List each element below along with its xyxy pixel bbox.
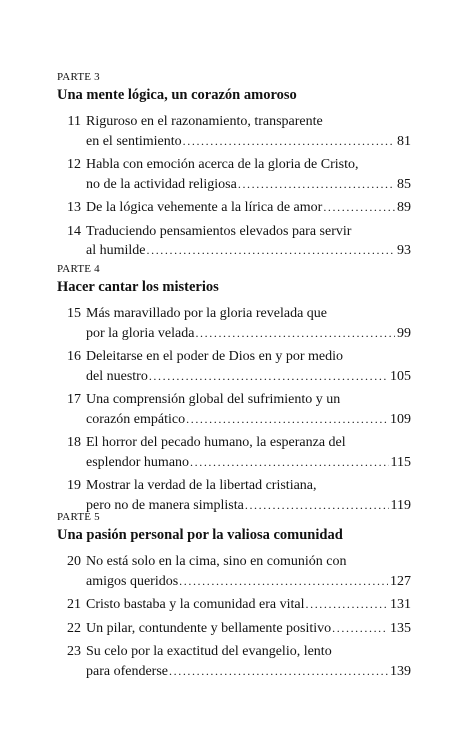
chapter-title-line: De la lógica vehemente a la lírica de amor	[86, 200, 323, 215]
toc-part-5	[57, 510, 411, 685]
chapter-title-line: por la gloria velada	[86, 325, 195, 341]
chapter-title-line: esplendor humano	[86, 454, 190, 470]
chapter-entry	[57, 390, 411, 429]
chapter-entry	[57, 433, 411, 472]
dot-leader	[195, 324, 395, 344]
chapter-title-line: para ofenderse	[86, 663, 169, 679]
chapter-list	[57, 552, 411, 681]
dot-leader	[190, 453, 388, 473]
chapter-title-line: Traduciendo pensamientos elevados para servir	[86, 223, 352, 239]
chapter-title-line: Un pilar, contundente y bellamente positivo	[86, 620, 332, 636]
chapter-title-line: Su celo por la exactitud del evangelio, lento	[86, 644, 332, 659]
chapter-entry	[57, 198, 411, 218]
chapter-entry	[57, 222, 411, 261]
chapter-number: 11	[67, 114, 81, 129]
page-number: 139	[390, 663, 411, 679]
chapter-entry	[57, 155, 411, 194]
toc-part-4	[57, 262, 411, 519]
chapter-title-line: Mostrar la verdad de la libertad cristiana,	[86, 478, 317, 493]
chapter-title-line: no de la actividad religiosa	[86, 176, 237, 192]
chapter-title-line: amigos queridos	[86, 573, 179, 589]
chapter-title-line: Habla con emoción acerca de la gloria de Cristo,	[86, 157, 359, 172]
chapter-title-line: Una comprensión global del sufrimiento y un	[86, 392, 341, 407]
chapter-title-line: Riguroso en el razonamiento, transparente	[86, 114, 323, 129]
dot-leader	[238, 175, 395, 195]
chapter-number: 18	[67, 435, 81, 450]
chapter-number: 23	[67, 644, 81, 659]
page-number: 109	[390, 411, 411, 427]
chapter-list	[57, 304, 411, 515]
chapter-title-last-line	[86, 572, 411, 592]
dot-leader	[147, 241, 396, 261]
chapter-title-line: Más maravillado por la gloria revelada que	[86, 306, 328, 321]
chapter-entry	[57, 304, 411, 343]
chapter-number: 12	[67, 157, 81, 172]
chapter-list	[57, 112, 411, 261]
chapter-entry	[57, 595, 411, 615]
chapter-title-last-line	[86, 241, 411, 261]
chapter-number: 15	[67, 306, 81, 321]
part-label: PARTE 5	[57, 511, 100, 523]
dot-leader	[306, 595, 389, 615]
page-number: 89	[397, 200, 411, 215]
chapter-title-line: El horror del pecado humano, la esperanza del	[86, 435, 346, 450]
page-number: 81	[397, 133, 411, 149]
page-number: 85	[397, 176, 411, 192]
page-number: 119	[390, 497, 411, 513]
part-label: PARTE 3	[57, 71, 100, 83]
chapter-entry	[57, 642, 411, 681]
chapter-title-last-line	[86, 367, 411, 387]
part-title: Una mente lógica, un corazón amoroso	[57, 87, 297, 103]
part-label: PARTE 4	[57, 263, 100, 275]
page-number: 105	[390, 368, 411, 384]
page-number: 131	[390, 597, 411, 612]
chapter-title-last-line	[86, 662, 411, 682]
dot-leader	[169, 662, 388, 682]
page-number: 93	[397, 243, 411, 258]
chapter-title-line: pero no de manera simplista	[86, 497, 244, 513]
chapter-title-line: al humilde	[86, 243, 146, 258]
dot-leader	[186, 410, 388, 430]
chapter-title-last-line	[86, 453, 411, 473]
part-title: Una pasión personal por la valiosa comunidad	[57, 527, 343, 543]
dot-leader	[332, 619, 388, 639]
chapter-number: 14	[67, 223, 81, 239]
dot-leader	[179, 572, 388, 592]
chapter-title-last-line	[86, 198, 411, 218]
part-title: Hacer cantar los misterios	[57, 279, 219, 295]
chapter-number: 17	[67, 392, 81, 407]
page-number: 99	[397, 325, 411, 341]
chapter-number: 21	[67, 597, 81, 612]
chapter-title-line: Deleitarse en el poder de Dios en y por medio	[86, 349, 343, 364]
chapter-title-last-line	[86, 132, 411, 152]
dot-leader	[149, 367, 388, 387]
chapter-title-line: del nuestro	[86, 368, 148, 384]
chapter-title-last-line	[86, 410, 411, 430]
chapter-title-last-line	[86, 619, 411, 639]
chapter-number: 22	[67, 620, 81, 636]
dot-leader	[183, 132, 395, 152]
chapter-number: 13	[67, 200, 81, 215]
chapter-entry	[57, 552, 411, 591]
chapter-title-last-line	[86, 175, 411, 195]
chapter-title-last-line	[86, 324, 411, 344]
chapter-number: 19	[67, 478, 81, 493]
chapter-title-line: en el sentimiento	[86, 133, 182, 149]
dot-leader	[323, 198, 395, 218]
toc-part-3	[57, 70, 411, 265]
chapter-entry	[57, 347, 411, 386]
page-number: 135	[390, 620, 411, 636]
chapter-number: 20	[67, 554, 81, 569]
chapter-title-line: No está solo en la cima, sino en comunión con	[86, 554, 347, 569]
chapter-title-line: Cristo bastaba y la comunidad era vital	[86, 597, 305, 612]
chapter-entry	[57, 112, 411, 151]
chapter-title-last-line	[86, 595, 411, 615]
chapter-number: 16	[67, 349, 81, 364]
page-number: 115	[390, 454, 411, 470]
chapter-title-line: corazón empático	[86, 411, 186, 427]
chapter-entry	[57, 619, 411, 639]
page-number: 127	[390, 573, 411, 589]
